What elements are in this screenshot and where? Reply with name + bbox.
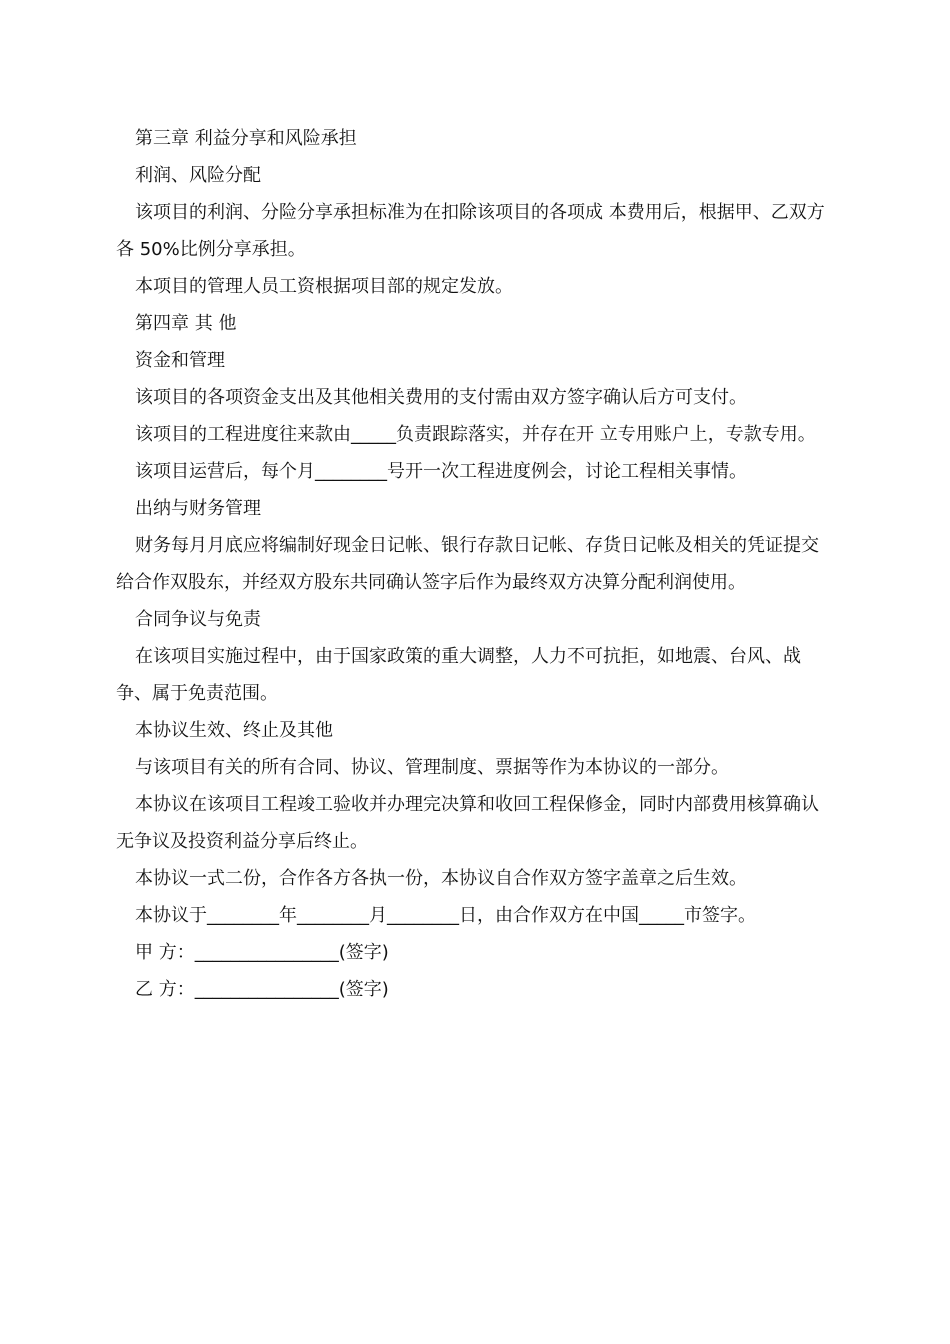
chapter-4-heading: 第四章 其 他 xyxy=(135,313,237,334)
paragraph-expense-approval: 该项目的各项资金支出及其他相关费用的支付需由双方签字确认后方可支付。 xyxy=(135,387,747,408)
section-effect-termination-heading: 本协议生效、终止及其他 xyxy=(135,720,333,741)
paragraph-force-majeure: 在该项目实施过程中，由于国家政策的重大调整，人力不可抗拒，如地震、台风、战争、属于免责范围。 xyxy=(116,646,801,704)
paragraph-monthly-meeting: 该项目运营后，每个月________号开一次工程进度例会，讨论工程相关事情。 xyxy=(135,461,747,482)
paragraph-copies: 本协议一式二份，合作各方各执一份，本协议自合作双方签字盖章之后生效。 xyxy=(135,868,747,889)
section-disputes-heading: 合同争议与免责 xyxy=(135,609,261,630)
paragraph-related-documents: 与该项目有关的所有合同、协议、管理制度、票据等作为本协议的一部分。 xyxy=(135,757,729,778)
chapter-3-heading: 第三章 利益分享和风险承担 xyxy=(135,128,357,149)
paragraph-signing-date: 本协议于________年________月________日，由合作双方在中国_____市签字。 xyxy=(135,905,756,926)
signature-party-a: 甲 方：________________(签字) xyxy=(135,942,389,963)
document-body xyxy=(116,120,836,1008)
paragraph-management-salary: 本项目的管理人员工资根据项目部的规定发放。 xyxy=(135,276,513,297)
paragraph-termination: 本协议在该项目工程竣工验收并办理完决算和收回工程保修金，同时内部费用核算确认无争议及投资利益分享后终止。 xyxy=(116,794,819,852)
paragraph-monthly-accounts: 财务每月月底应将编制好现金日记帐、银行存款日记帐、存货日记帐及相关的凭证提交给合作双股东，并经双方股东共同确认签字后作为最终双方决算分配利润使用。 xyxy=(116,535,819,593)
section-funds-management-heading: 资金和管理 xyxy=(135,350,225,371)
signature-party-b: 乙 方：________________(签字) xyxy=(135,979,389,1000)
paragraph-progress-payments: 该项目的工程进度往来款由_____负责跟踪落实，并存在开 立专用账户上，专款专用。 xyxy=(135,424,816,445)
section-profit-risk-heading: 利润、风险分配 xyxy=(135,165,261,186)
section-finance-heading: 出纳与财务管理 xyxy=(135,498,261,519)
paragraph-profit-sharing: 该项目的利润、分险分享承担标准为在扣除该项目的各项成 本费用后，根据甲、乙双方各 50%比例分享承担。 xyxy=(116,202,825,260)
